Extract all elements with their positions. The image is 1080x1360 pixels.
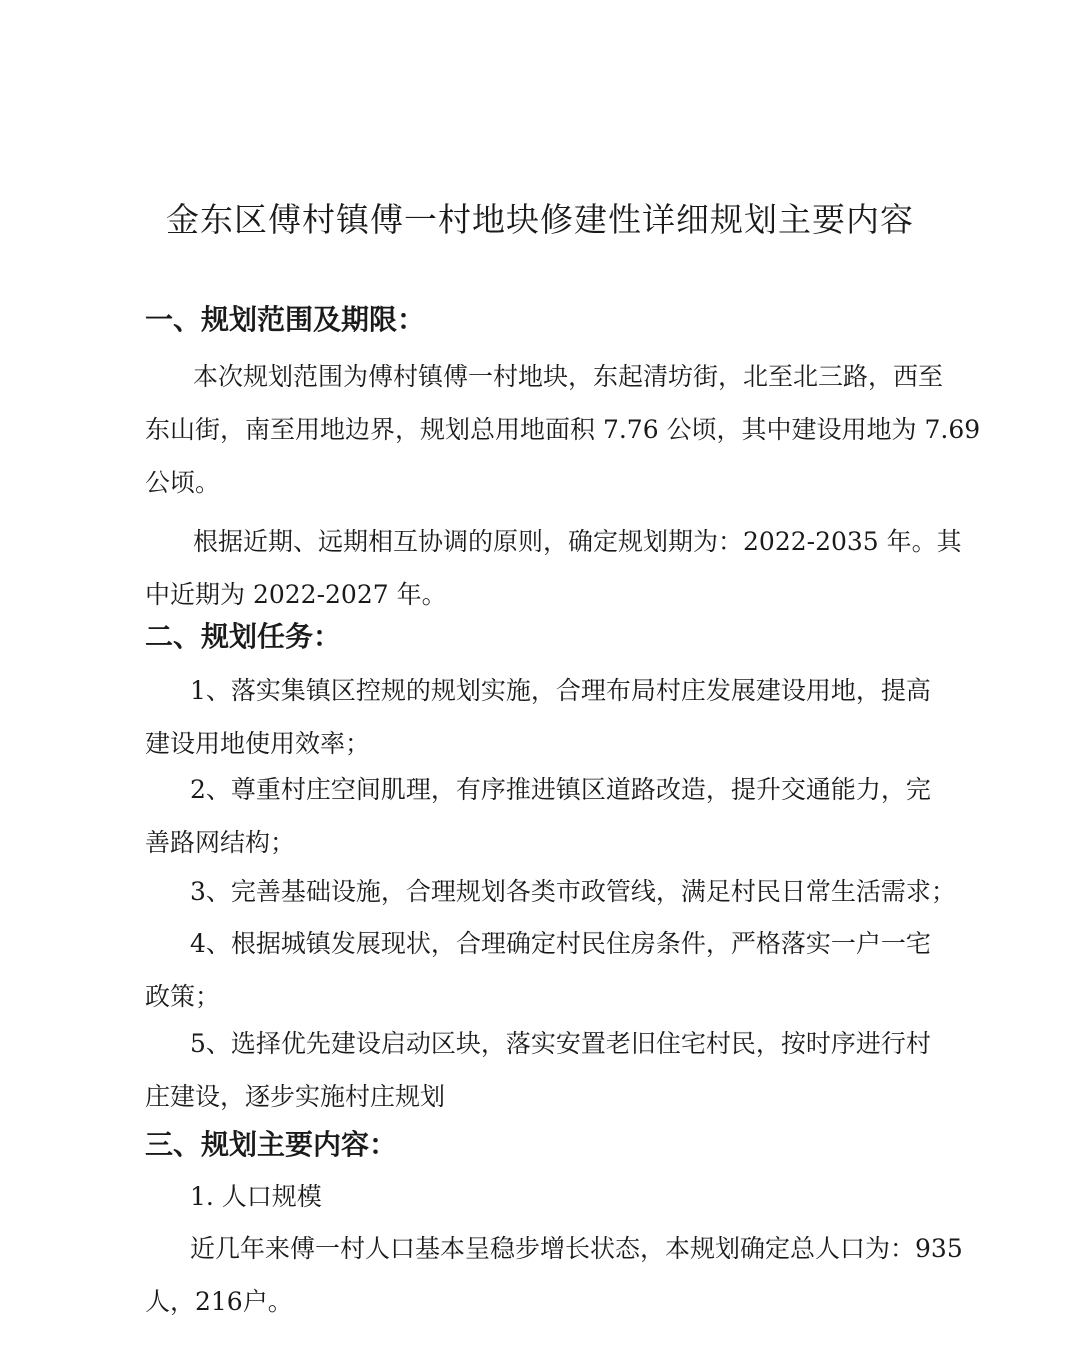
text-line: 1、落实集镇区控规的规划实施，合理布局村庄发展建设用地，提高 <box>190 676 931 705</box>
document-title: 金东区傅村镇傅一村地块修建性详细规划主要内容 <box>166 200 914 239</box>
population-subheading <box>145 1170 945 1223</box>
period-paragraph <box>145 515 962 621</box>
task-item-3 <box>145 865 956 918</box>
section-heading-1: 一、规划范围及期限： <box>145 303 426 336</box>
text-line: 东山街，南至用地边界，规划总用地面积 7.76 公顷，其中建设用地为 7.69 <box>145 415 981 444</box>
text-line: 人，216户。 <box>145 1287 293 1316</box>
text-line: 公顷。 <box>145 468 221 497</box>
text-line: 本次规划范围为傅村镇傅一村地块，东起清坊街，北至北三路，西至 <box>193 362 944 391</box>
task-item-4 <box>145 917 945 1023</box>
text-line: 2、尊重村庄空间肌理，有序推进镇区道路改造，提升交通能力，完 <box>190 775 931 804</box>
text-line: 5、选择优先建设启动区块，落实安置老旧住宅村民，按时序进行村 <box>190 1029 931 1058</box>
task-item-2 <box>145 763 945 869</box>
subheading-text: 1. 人口规模 <box>190 1182 322 1211</box>
text-line: 根据近期、远期相互协调的原则，确定规划期为：2022-2035 年。其 <box>193 527 962 556</box>
section-heading-3: 三、规划主要内容： <box>145 1128 398 1161</box>
text-line: 庄建设，逐步实施村庄规划 <box>145 1082 446 1111</box>
task-item-5 <box>145 1017 945 1123</box>
text-line: 善路网结构； <box>145 828 296 857</box>
text-line: 政策； <box>145 982 221 1011</box>
section-heading-2: 二、规划任务： <box>145 620 342 653</box>
text-line: 建设用地使用效率； <box>145 729 371 758</box>
scope-paragraph <box>145 350 981 509</box>
task-item-1 <box>145 664 945 770</box>
population-paragraph <box>145 1222 963 1328</box>
text-line: 近几年来傅一村人口基本呈稳步增长状态，本规划确定总人口为：935 <box>190 1234 963 1263</box>
text-line: 中近期为 2022-2027 年。 <box>145 580 447 609</box>
text-line: 4、根据城镇发展现状，合理确定村民住房条件，严格落实一户一宅 <box>190 929 931 958</box>
text-line: 3、完善基础设施，合理规划各类市政管线，满足村民日常生活需求； <box>190 877 956 906</box>
